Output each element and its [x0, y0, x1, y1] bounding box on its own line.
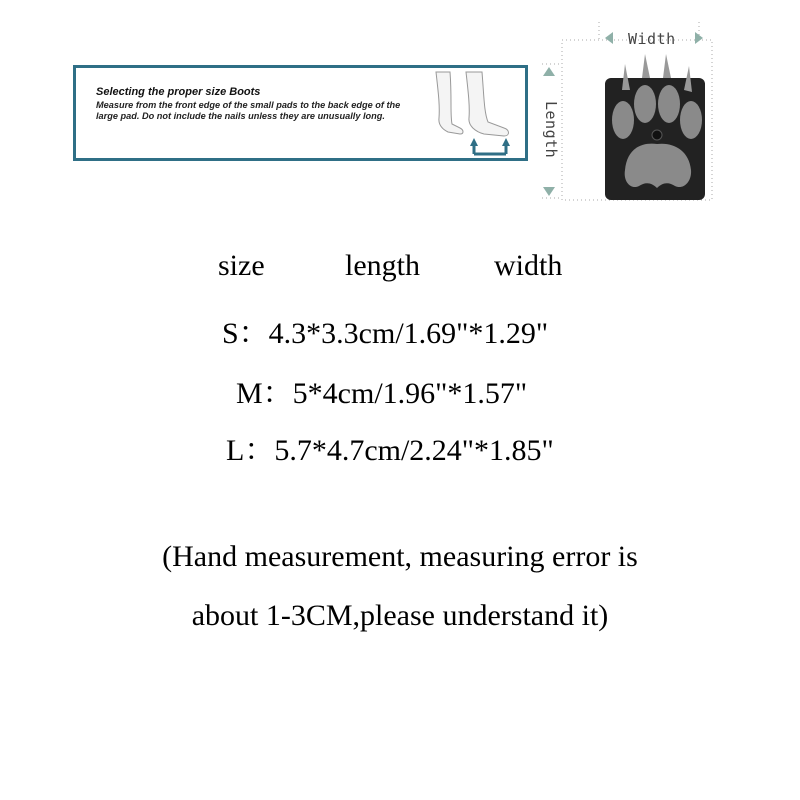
guide-text: Measure from the front edge of the small pads to the back edge of the large pad. Do not include the nails unless they are unusually long. [96, 100, 401, 121]
size-row-m: M：5*4cm/1.96"*1.57" [236, 377, 528, 410]
size-row-l: L：5.7*4.7cm/2.24"*1.85" [226, 434, 554, 467]
guide-title: Selecting the proper size Boots [96, 86, 261, 98]
dog-legs-illustration [426, 70, 526, 160]
width-label: Width [628, 30, 676, 48]
size-row-s: S：4.3*3.3cm/1.69"*1.29" [222, 317, 549, 350]
header-length: length [345, 249, 420, 282]
measurement-note-line1: (Hand measurement, measuring error is [162, 540, 638, 573]
size-guide-box [73, 65, 528, 161]
header-size: size [218, 249, 265, 282]
header-width: width [494, 249, 563, 282]
length-label: Length [542, 101, 560, 159]
measurement-note-line2: about 1-3CM,please understand it) [191, 599, 609, 632]
